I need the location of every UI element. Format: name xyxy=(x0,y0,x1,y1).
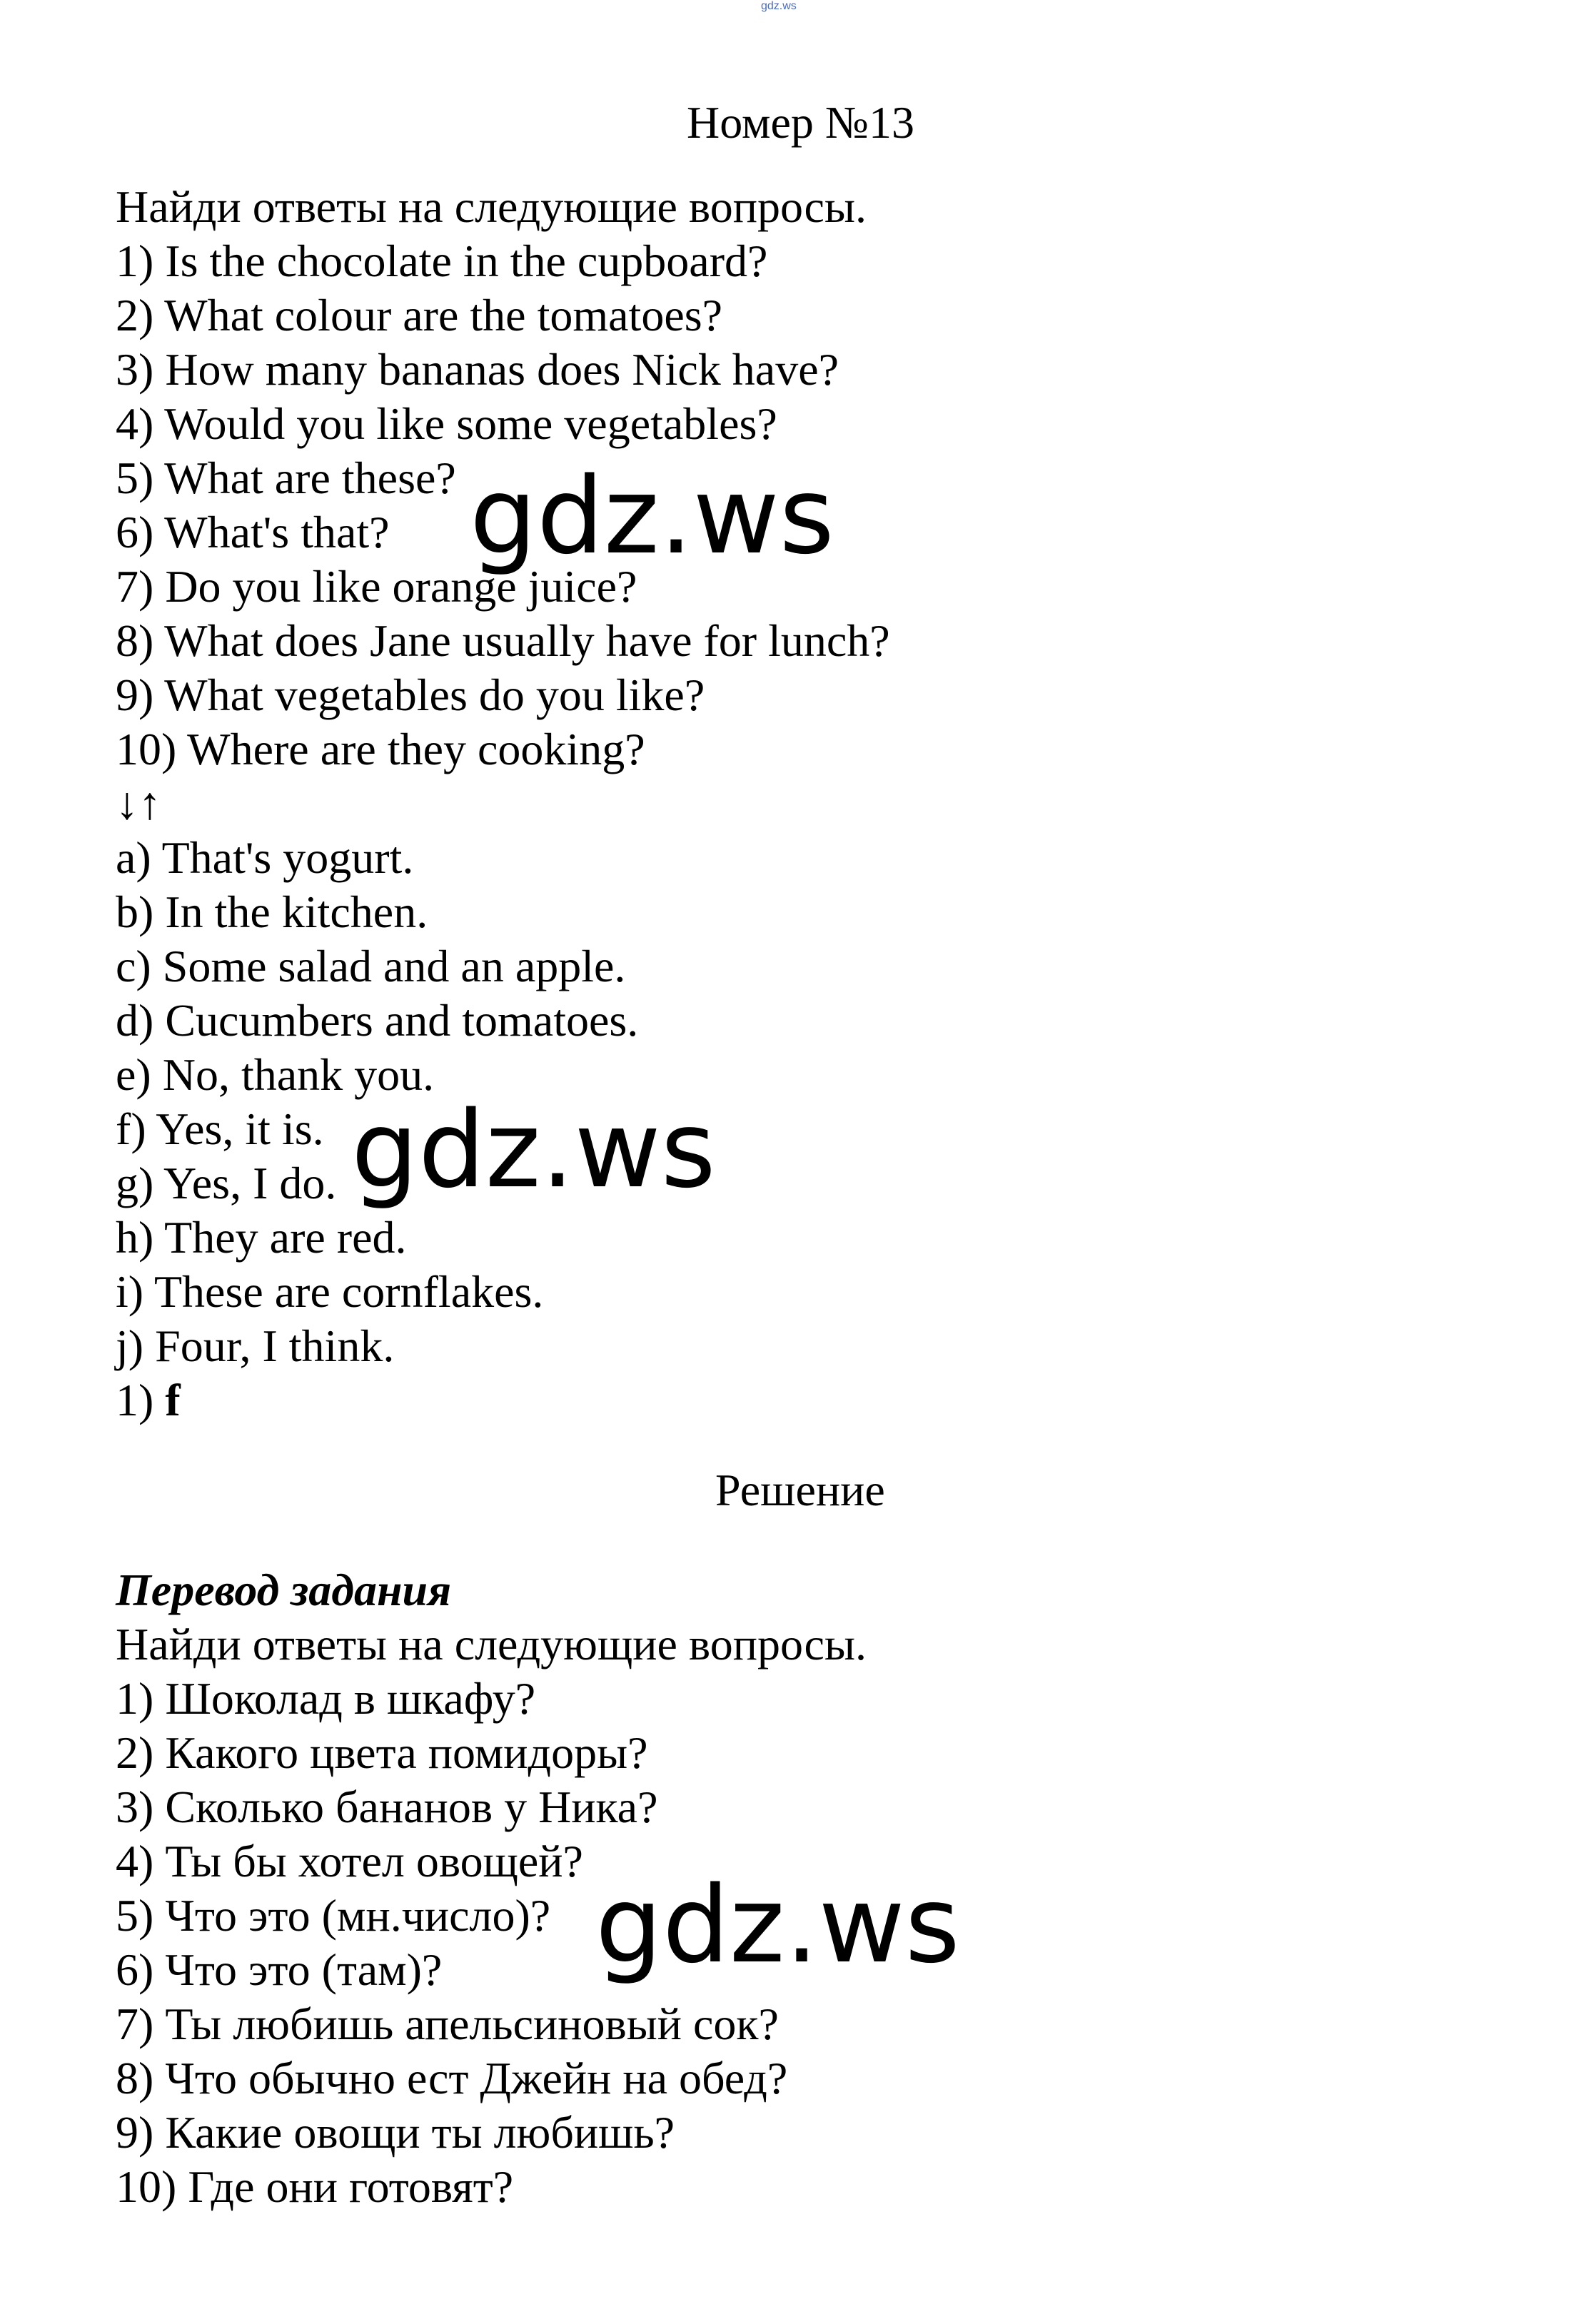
question-1: 1) Is the chocolate in the cupboard? xyxy=(116,236,768,286)
answer-d: d) Cucumbers and tomatoes. xyxy=(116,995,639,1046)
translation-question-3: 3) Сколько бананов у Ника? xyxy=(116,1782,658,1832)
arrows-icon: ↓↑ xyxy=(116,778,161,829)
answer-c: c) Some salad and an apple. xyxy=(116,941,626,991)
translation-question-2: 2) Какого цвета помидоры? xyxy=(116,1727,648,1778)
example-line xyxy=(116,1373,1472,1428)
answer-b: b) In the kitchen. xyxy=(116,886,428,937)
translation-question-10: 10) Где они готовят? xyxy=(116,2161,514,2212)
translation-heading: Перевод задания xyxy=(116,1565,452,1615)
question-6: 6) What's that? xyxy=(116,507,390,557)
task-instruction: Найди ответы на следующие вопросы. xyxy=(116,181,867,232)
answer-j: j) Four, I think. xyxy=(116,1320,395,1371)
answer-i: i) These are cornflakes. xyxy=(116,1266,544,1317)
answer-h: h) They are red. xyxy=(116,1212,407,1263)
answer-f: f) Yes, it is. xyxy=(116,1103,324,1154)
translation-question-1: 1) Шоколад в шкафу? xyxy=(116,1673,536,1724)
solution-heading: Решение xyxy=(715,1465,885,1515)
translation-instruction: Найди ответы на следующие вопросы. xyxy=(116,1619,867,1669)
top-watermark: gdz.ws xyxy=(761,0,797,12)
translation-question-4: 4) Ты бы хотел овощей? xyxy=(116,1836,583,1886)
question-9: 9) What vegetables do you like? xyxy=(116,670,705,720)
watermark-2: gdz.ws xyxy=(351,1088,716,1211)
answer-e: e) No, thank you. xyxy=(116,1049,435,1100)
watermark-3: gdz.ws xyxy=(595,1864,960,1986)
translation-question-8: 8) Что обычно ест Джейн на обед? xyxy=(116,2053,788,2103)
answer-a: a) That's yogurt. xyxy=(116,832,414,883)
question-8: 8) What does Jane usually have for lunch? xyxy=(116,615,890,666)
question-7: 7) Do you like orange juice? xyxy=(116,561,637,612)
watermark-1: gdz.ws xyxy=(470,455,834,577)
question-5: 5) What are these? xyxy=(116,453,456,503)
example-answer: f xyxy=(165,1375,181,1425)
question-2: 2) What colour are the tomatoes? xyxy=(116,290,723,340)
question-4: 4) Would you like some vegetables? xyxy=(116,398,777,449)
example-prefix: 1) xyxy=(116,1375,166,1425)
page-title: Номер №13 xyxy=(687,97,914,148)
translation-question-7: 7) Ты любишь апельсиновый сок? xyxy=(116,1999,779,2049)
question-10: 10) Where are they cooking? xyxy=(116,724,645,774)
translation-question-6: 6) Что это (там)? xyxy=(116,1944,443,1995)
task-section xyxy=(116,180,1472,1428)
answer-g: g) Yes, I do. xyxy=(116,1158,337,1208)
translation-question-5: 5) Что это (мн.число)? xyxy=(116,1890,551,1941)
question-3: 3) How many bananas does Nick have? xyxy=(116,344,839,395)
translation-question-9: 9) Какие овощи ты любишь? xyxy=(116,2107,675,2158)
